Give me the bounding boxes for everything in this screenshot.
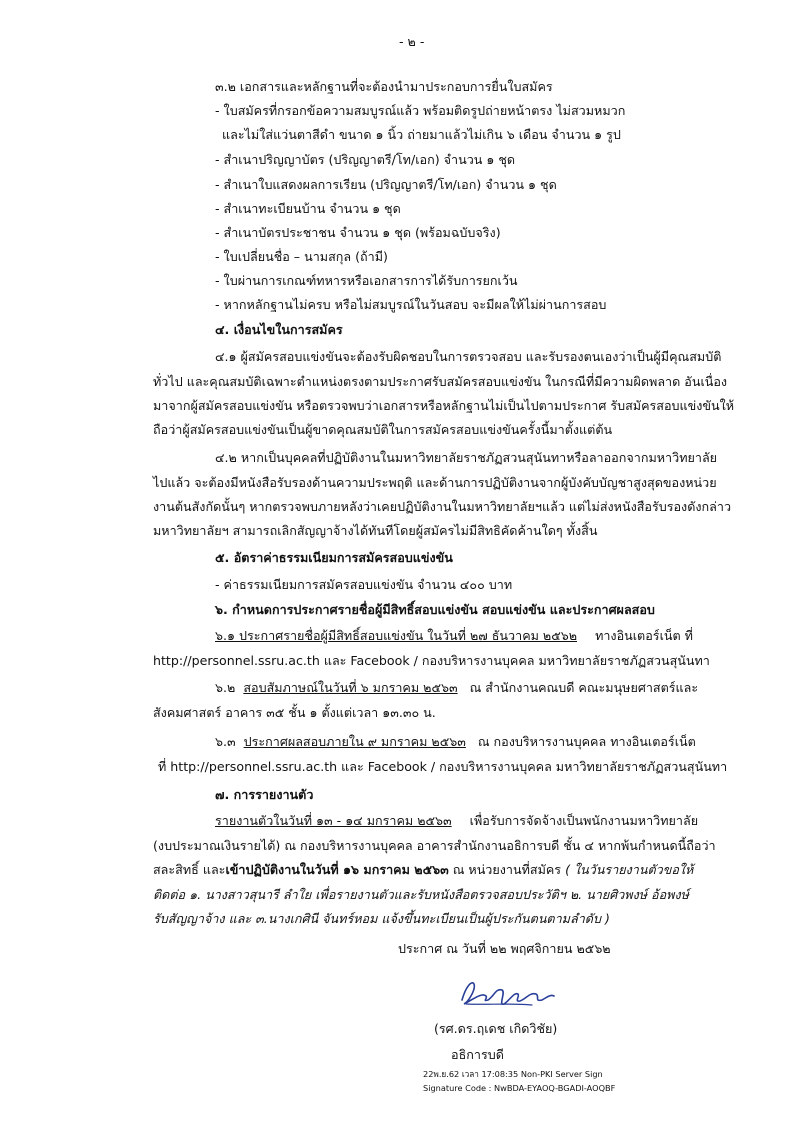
s3-2-item: - สำเนาใบแสดงผลการเรียน (ปริญญาตรี/โท/เอก) จำนวน ๑ ชุด: [215, 177, 557, 192]
s7-note: ( ในวันรายงานตัวขอให้: [561, 862, 694, 877]
s3-2-item: - ใบเปลี่ยนชื่อ – นามสกุล (ถ้ามี): [215, 249, 388, 264]
s7-note-line: รับสัญญาจ้าง และ ๓.นางเกศินี จันทร์หอม แจ้งขึ้นทะเบียนเป็นผู้ประกันตนตามลำดับ ): [153, 911, 610, 926]
s7-heading: ๗. การรายงานตัว: [215, 787, 314, 802]
s4-paragraph-line: ถือว่าผู้สมัครสอบแข่งขันเป็นผู้ขาดคุณสมบัติในการสมัครสอบแข่งขันครั้งนี้มาตั้งแต่ต้น: [153, 422, 613, 437]
s5-item: - ค่าธรรมเนียมการสมัครสอบแข่งขัน จำนวน ๔๐๐ บาท: [215, 577, 513, 592]
signature-image: [452, 974, 562, 1014]
s6-2-text: ณ สำนักงานคณบดี คณะมนุษยศาสตร์และ: [469, 680, 699, 695]
s4-paragraph-line: มหาวิทยาลัยฯ สามารถเลิกสัญญาจ้างได้ทันทีโดยผู้สมัครไม่มีสิทธิคัดค้านใดๆ ทั้งสิ้น: [153, 523, 598, 538]
s4-paragraph-line: ๔.๒ หากเป็นบุคคลที่ปฏิบัติงานในมหาวิทยาลัยราชภัฏสวนสุนันทาหรือลาออกจากมหาวิทยาลัย: [215, 450, 718, 465]
s3-2-item: - สำเนาทะเบียนบ้าน จำนวน ๑ ชุด: [215, 201, 401, 216]
s3-2-item: - หากหลักฐานไม่ครบ หรือไม่สมบูรณ์ในวันสอบ จะมีผลให้ไม่ผ่านการสอบ: [215, 297, 607, 312]
sign-meta: 22พ.ย.62 เวลา 17:08:35 Non-PKI Server Sign: [423, 1069, 603, 1079]
s3-2-item: และไม่ใส่แว่นตาสีดำ ขนาด ๑ นิ้ว ถ่ายมาแล้วไม่เกิน ๖ เดือน จำนวน ๑ รูป: [222, 127, 621, 142]
s6-3-line: [215, 733, 696, 750]
s3-2-item: - สำเนาปริญญาบัตร (ปริญญาตรี/โท/เอก) จำนวน ๑ ชุด: [215, 152, 516, 167]
s7-note-line: ติดต่อ ๑. นางสาวสุนารี ลำใย เพื่อรายงานตัวและรับหนังสือตรวจสอบประวัติฯ ๒. นายศิวพงษ์ อ้อพงษ์: [153, 887, 689, 902]
s6-2-number: ๖.๒: [215, 680, 236, 695]
s6-2-line2: สังคมศาสตร์ อาคาร ๓๕ ชั้น ๑ ตั้งแต่เวลา ๑๓.๓๐ น.: [153, 705, 436, 720]
page-number: - ๒ -: [399, 34, 425, 49]
sign-code: Signature Code : NwBDA-EYAOQ-BGADI-AOQBF: [423, 1083, 616, 1093]
s6-3-date: ประกาศผลสอบภายใน ๙ มกราคม ๒๕๖๓: [243, 734, 466, 749]
signer-name: (รศ.ดร.ฤเดช เกิดวิชัย): [434, 1021, 558, 1036]
s6-1-line: [215, 627, 693, 644]
s7-start-date: เข้าปฏิบัติงานในวันที่ ๑๖ มกราคม ๒๕๖๓: [225, 862, 449, 877]
s6-2-date: สอบสัมภาษณ์ในวันที่ ๖ มกราคม ๒๕๖๓: [243, 680, 458, 695]
s7-line: [215, 812, 698, 829]
s7-line: (งบประมาณเงินรายได้) ณ กองบริหารงานบุคคล อาคารสำนักงานอธิการบดี ชั้น ๔ หากพ้นกำหนดนี้ถือว่า: [153, 838, 716, 853]
s4-paragraph-line: ทั่วไป และคุณสมบัติเฉพาะตำแหน่งตรงตามประกาศรับสมัครสอบแข่งขัน ในกรณีที่มีความผิดพลาด อันเนื่อง: [153, 374, 728, 389]
announce-date: ประกาศ ณ วันที่ ๒๒ พฤศจิกายน ๒๕๖๒: [398, 941, 611, 956]
s4-heading: ๔. เงื่อนไขในการสมัคร: [215, 322, 343, 337]
s7-report-date: รายงานตัวในวันที่ ๑๓ - ๑๔ มกราคม ๒๕๖๓: [215, 813, 452, 828]
s7-text: เพื่อรับการจัดจ้างเป็นพนักงานมหาวิทยาลัย: [469, 813, 699, 828]
s6-3-line2: ที่ http://personnel.ssru.ac.th และ Facebook / กองบริหารงานบุคคล มหาวิทยาลัยราชภัฏสวนสุนันทา: [158, 759, 728, 774]
s3-2-item: - ใบผ่านการเกณฑ์ทหารหรือเอกสารการได้รับการยกเว้น: [215, 273, 518, 288]
s5-heading: ๕. อัตราค่าธรรมเนียมการสมัครสอบแข่งขัน: [215, 550, 453, 565]
s4-paragraph-line: มาจากผู้สมัครสอบแข่งขัน หรือตรวจพบว่าเอกสารหรือหลักฐานไม่เป็นไปตามประกาศ รับสมัครสอบแข่งขันให้: [153, 398, 735, 413]
s4-paragraph-line: ๔.๑ ผู้สมัครสอบแข่งขันจะต้องรับผิดชอบในการตรวจสอบ และรับรองตนเองว่าเป็นผู้มีคุณสมบัติ: [215, 349, 722, 364]
s7-line: [153, 861, 693, 878]
s6-2-line: [215, 679, 698, 696]
s6-3-text: ณ กองบริหารงานบุคคล ทางอินเตอร์เน็ต: [477, 734, 696, 749]
s6-1-date: ๖.๑ ประกาศรายชื่อผู้มีสิทธิ์สอบแข่งขัน ในวันที่ ๒๗ ธันวาคม ๒๕๖๒: [215, 628, 578, 643]
s3-2-heading: ๓.๒ เอกสารและหลักฐานที่จะต้องนำมาประกอบการยื่นใบสมัคร: [215, 79, 553, 94]
s6-3-number: ๖.๓: [215, 734, 236, 749]
signer-title: อธิการบดี: [451, 1047, 504, 1062]
s3-2-item: - สำเนาบัตรประชาชน จำนวน ๑ ชุด (พร้อมฉบับจริง): [215, 225, 501, 240]
s3-2-item: - ใบสมัครที่กรอกข้อความสมบูรณ์แล้ว พร้อมติดรูปถ่ายหน้าตรง ไม่สวมหมวก: [215, 103, 626, 118]
s7-text: ณ หน่วยงานที่สมัคร: [448, 862, 562, 877]
s7-text: สละสิทธิ์ และ: [153, 862, 226, 877]
s6-1-text: ทางอินเตอร์เน็ต ที่: [595, 628, 693, 643]
s6-heading: ๖. กำหนดการประกาศรายชื่อผู้มีสิทธิ์สอบแข่งขัน สอบแข่งขัน และประกาศผลสอบ: [215, 602, 655, 617]
s4-paragraph-line: ไปแล้ว จะต้องมีหนังสือรับรองด้านความประพฤติ และด้านการปฏิบัติงานจากผู้บังคับบัญชาสูงสุดของหน่วย: [153, 475, 717, 490]
s6-1-line2: http://personnel.ssru.ac.th และ Facebook / กองบริหารงานบุคคล มหาวิทยาลัยราชภัฏสวนสุนันทา: [153, 653, 710, 668]
s4-paragraph-line: งานต้นสังกัดนั้นๆ หากตรวจพบภายหลังว่าเคยปฏิบัติงานในมหาวิทยาลัยฯแล้ว แต่ไม่ส่งหนังสือรับรองดังกล่าว: [153, 499, 732, 514]
